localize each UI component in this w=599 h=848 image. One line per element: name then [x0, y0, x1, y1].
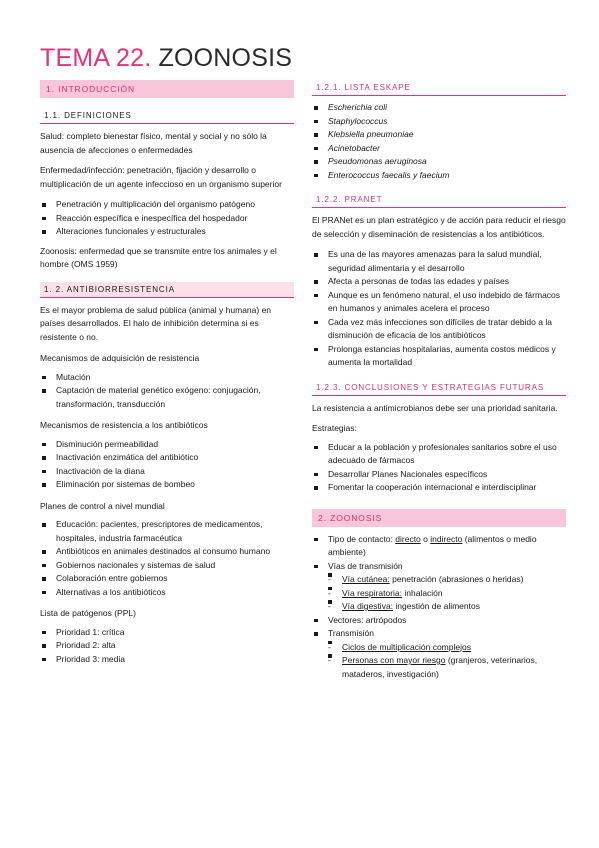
contacto-indirecto: indirecto: [430, 533, 463, 544]
list-item: Educar a la población y profesionales sanitarios sobre el uso adecuado de fármacos: [312, 441, 566, 468]
list-item: Eliminación por sistemas de bombeo: [40, 478, 294, 492]
transmision-term: Personas con mayor riesgo: [342, 655, 446, 665]
ppl-label: Lista de patógenos (PPL): [40, 608, 136, 618]
vias-label: Vías de transmisión: [328, 560, 403, 571]
list-item: Prolonga estancias hospitalarias, aumenta costos médicos y aumenta la mortalidad: [312, 343, 566, 370]
list-item: [312, 573, 566, 587]
list-item: Disminución permeabilidad: [40, 438, 294, 452]
list-item: Enterococcus faecalis y faecium: [312, 169, 566, 183]
subsection-heading-eskape: 1.2.1. LISTA ESKAPE: [312, 80, 566, 96]
vias-list: [312, 573, 566, 614]
list-item: [312, 600, 566, 614]
list-item: Aunque es un fenómeno natural, el uso indebido de fármacos en humanos y animales acelera el proceso: [312, 289, 566, 316]
list-item: Desarrollar Planes Nacionales específicos: [312, 468, 566, 482]
list-item-transmision: [312, 627, 566, 681]
title-name: ZOONOSIS: [158, 44, 293, 72]
list-item: Captación de material genético exógeno: conjugación, transformación, transducción: [40, 384, 294, 411]
list-item: [312, 641, 566, 655]
list-item: Staphylococcus: [312, 115, 566, 129]
eskape-list: [312, 101, 566, 182]
section-heading-zoonosis: 2. ZOONOSIS: [312, 509, 566, 527]
transmision-term: Ciclos de multiplicación complejos: [342, 641, 471, 652]
enfermedad-list: [40, 198, 294, 239]
via-desc: inhalación: [402, 587, 443, 598]
planes-label: Planes de control a nivel mundial: [40, 500, 165, 511]
page-title: [40, 44, 292, 73]
ppl-list: [40, 626, 294, 667]
list-item: Pseudomonas aeruginosa: [312, 155, 566, 169]
title-number: TEMA 22.: [40, 44, 152, 72]
list-item: Escherichia coli: [312, 101, 566, 115]
list-item: Gobiernos nacionales y sistemas de salud: [40, 559, 294, 573]
zoonosis-list: [312, 533, 566, 682]
adquisicion-list: [40, 371, 294, 412]
pranet-intro: El PRANet es un plan estratégico y de acción para reducir el riesgo de selección y diseminación de resistencias a los antibióticos.: [312, 215, 566, 239]
transmision-desc: (granjeros, veterinarios, mataderos, investigación): [342, 655, 538, 679]
pranet-list: [312, 248, 566, 370]
planes-list: [40, 518, 294, 599]
resistencia-list: [40, 438, 294, 492]
list-item: Fomentar la cooperación internacional e interdisciplinar: [312, 481, 566, 495]
list-item: Prioridad 2: alta: [40, 639, 294, 653]
list-item: Alteraciones funcionales y estructurales: [40, 225, 294, 239]
contacto-mid: o: [420, 533, 431, 544]
list-item: Prioridad 1: crítica: [40, 626, 294, 640]
section-heading-introduccion: 1. INTRODUCCIÓN: [40, 80, 294, 98]
list-item: Reacción específica e inespecífica del hospedador: [40, 212, 294, 226]
left-column: [40, 80, 294, 666]
transmision-label: Transmisión: [328, 628, 374, 638]
list-item: Penetración y multiplicación del organismo patógeno: [40, 198, 294, 212]
via-desc: penetración (abrasiones o heridas): [389, 574, 524, 584]
list-item-contacto: [312, 533, 566, 560]
list-item: Inactivación de la diana: [40, 465, 294, 479]
contacto-directo: directo: [395, 533, 421, 544]
right-column: [312, 80, 566, 681]
list-item: Es una de las mayores amenazas para la salud mundial, seguridad alimentaria y el desarrollo: [312, 248, 566, 275]
via-term: Vía respiratoria:: [342, 587, 402, 598]
subsection-heading-definiciones: 1.1. DEFINICIONES: [40, 108, 294, 124]
list-item: [312, 654, 566, 681]
list-item: Prioridad 3: media: [40, 653, 294, 667]
list-item: Antibióticos en animales destinados al consumo humano: [40, 545, 294, 559]
antibiorresistencia-intro: Es el mayor problema de salud pública (animal y humana) en países desarrollados. El halo de inhibición determina si es resistente o no.: [40, 304, 272, 342]
list-item: Acinetobacter: [312, 142, 566, 156]
via-term: Vía digestiva:: [342, 601, 394, 611]
list-item-vectores: Vectores: artrópodos: [312, 614, 566, 628]
subsection-heading-conclusiones: 1.2.3. CONCLUSIONES Y ESTRATEGIAS FUTURAS: [312, 380, 566, 396]
list-item: [312, 587, 566, 601]
estrategias-list: [312, 441, 566, 495]
adquisicion-label: Mecanismos de adquisición de resistencia: [40, 353, 200, 363]
resistencia-label: Mecanismos de resistencia a los antibióticos: [40, 420, 208, 430]
list-item: Cada vez más infecciones son difíciles de tratar debido a la disminución de eficacia de los antibióticos: [312, 316, 566, 343]
estrategias-label: Estrategias:: [312, 423, 357, 433]
conclusiones-text: La resistencia a antimicrobianos debe ser una prioridad sanitaria.: [312, 402, 558, 413]
subsection-heading-antibiorresistencia: 1. 2. ANTIBIORRESISTENCIA: [40, 282, 294, 298]
list-item: Klebsiella pneumoniae: [312, 128, 566, 142]
zoonosis-definition: Zoonosis: enfermedad que se transmite entre los animales y el hombre (OMS 1959): [40, 245, 277, 269]
list-item: Afecta a personas de todas las edades y países: [312, 275, 566, 289]
list-item: Inactivación enzimática del antibiótico: [40, 451, 294, 465]
list-item: Alternativas a los antibióticos: [40, 586, 294, 600]
salud-definition: Salud: completo bienestar físico, mental y social y no sólo la ausencia de afecciones o enfermedades: [40, 131, 267, 155]
list-item: Educación: pacientes, prescriptores de medicamentos, hospitales, industria farmacéutica: [40, 518, 294, 545]
subsection-heading-pranet: 1.2.2. PRANET: [312, 192, 566, 208]
transmision-list: [312, 641, 566, 682]
enfermedad-definition: Enfermedad/infección: penetración, fijación y desarrollo o multiplicación de un agente infeccioso en un organismo superior: [40, 165, 282, 189]
via-term: Vía cutánea:: [342, 574, 390, 584]
list-item-vias: [312, 560, 566, 614]
contacto-post: (alimentos o medio ambiente): [328, 533, 537, 557]
list-item: Colaboración entre gobiernos: [40, 572, 294, 586]
contacto-pre: Tipo de contacto:: [328, 533, 396, 544]
list-item: Mutación: [40, 371, 294, 385]
via-desc: ingestión de alimentos: [393, 601, 480, 611]
